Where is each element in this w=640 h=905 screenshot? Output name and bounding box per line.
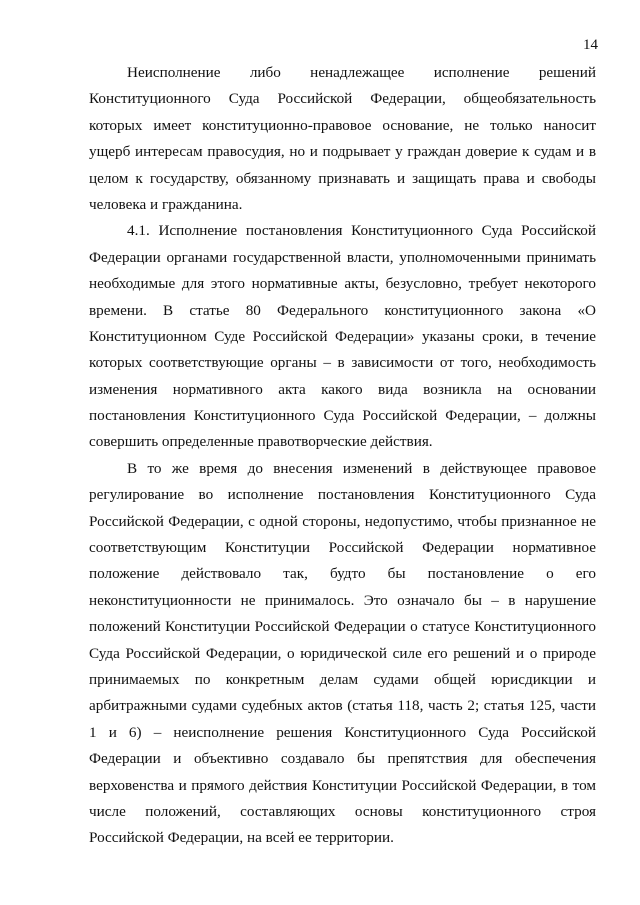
text-line: положений Конституции Российской Федерации о статусе Конституционного <box>89 618 596 636</box>
page-number: 14 <box>583 37 598 53</box>
text-line: положение действовало так, будто бы постановление о его <box>89 565 596 583</box>
text-line: ущерб интересам правосудия, но и подрывает у граждан доверие к судам и в <box>89 143 596 161</box>
text-line: Конституционном Суде Российской Федерации» указаны сроки, в течение <box>89 327 596 345</box>
text-line: числе положений, составляющих основы конституционного строя <box>89 802 596 820</box>
text-line: Российской Федерации, с одной стороны, недопустимо, чтобы признанное не <box>89 512 596 530</box>
document-body <box>89 60 596 852</box>
text-line: арбитражными судами судебных актов (статья 118, часть 2; статья 125, части <box>89 697 596 715</box>
text-line: Российской Федерации, на всей ее территории. <box>89 829 394 847</box>
paragraph <box>89 218 596 456</box>
text-line: Суда Российской Федерации, о юридической силе его решений и о природе <box>89 644 596 662</box>
text-line: неконституционности не принималось. Это означало бы – в нарушение <box>89 591 596 609</box>
text-line: верховенства и прямого действия Конституции Российской Федерации, в том <box>89 776 596 794</box>
text-line: В то же время до внесения изменений в действующее правовое <box>127 459 596 477</box>
text-line: Неисполнение либо ненадлежащее исполнение решений <box>127 64 596 81</box>
text-line: 4.1. Исполнение постановления Конституционного Суда Российской <box>127 222 596 240</box>
text-line: необходимые для этого нормативные акты, безусловно, требует некоторого <box>89 275 596 293</box>
text-line: регулирование во исполнение постановления Конституционного Суда <box>89 486 596 504</box>
text-line: совершить определенные правотворческие действия. <box>89 433 433 451</box>
text-line: соответствующим Конституции Российской Федерации нормативное <box>89 539 596 557</box>
text-line: которых соответствующие органы – в зависимости от того, необходимость <box>89 354 596 372</box>
text-line: постановления Конституционного Суда Российской Федерации, – должны <box>89 407 596 425</box>
text-line: 1 и 6) – неисполнение решения Конституционного Суда Российской <box>89 723 596 741</box>
text-line: целом к государству, обязанному признавать и защищать права и свободы <box>89 169 596 187</box>
text-line: Конституционного Суда Российской Федерации, общеобязательность <box>89 90 596 108</box>
paragraph <box>89 456 596 852</box>
text-line: Федерации и объективно создавало бы препятствия для обеспечения <box>89 750 596 768</box>
text-line: которых имеет конституционно-правовое основание, не только наносит <box>89 116 596 134</box>
text-line: изменения нормативного акта какого вида возникла на основании <box>89 380 596 398</box>
text-line: человека и гражданина. <box>89 195 243 213</box>
text-line: принимаемых по конкретным делам судами общей юрисдикции и <box>89 670 596 688</box>
paragraph <box>89 60 596 218</box>
text-line: времени. В статье 80 Федерального конституционного закона «О <box>89 301 596 319</box>
text-line: Федерации органами государственной власти, уполномоченными принимать <box>89 248 596 266</box>
